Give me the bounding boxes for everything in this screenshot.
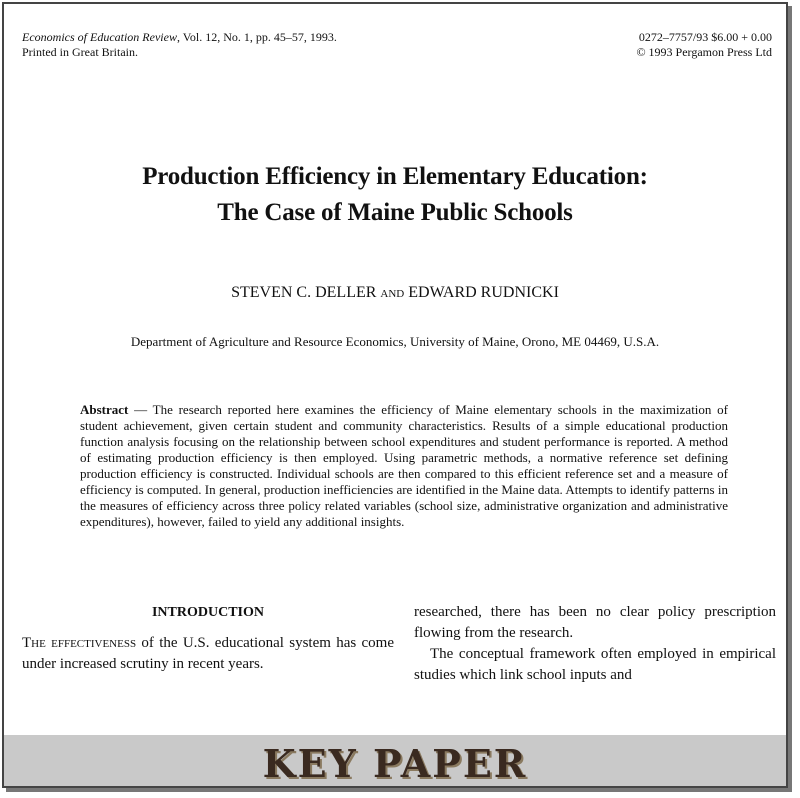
title-line-1: Production Efficiency in Elementary Education: <box>142 163 648 190</box>
authors <box>4 284 786 302</box>
intro-lead: The effectiveness <box>22 635 137 651</box>
intro-text: of the U.S. educational system has come under increased scrutiny in recent years. <box>22 635 395 672</box>
banner-text: KEY PAPER <box>262 741 528 786</box>
affiliation: Department of Agriculture and Resource Economics, University of Maine, Orono, ME 04469, U.S.A. <box>130 334 660 349</box>
journal-name: Economics of Education Review <box>22 30 177 44</box>
paper-title <box>4 159 786 231</box>
intro-paragraph <box>22 633 394 675</box>
author-names: STEVEN C. DELLER and EDWARD RUDNICKI <box>231 284 559 301</box>
abstract-label: Abstract <box>80 402 129 417</box>
printed-note: Printed in Great Britain. <box>22 45 138 59</box>
title-line-2: The Case of Maine Public Schools <box>217 199 573 226</box>
section-heading: INTRODUCTION <box>151 605 264 620</box>
issn: 0272–7757/93 $6.00 + 0.00 <box>638 30 772 44</box>
copyright: © 1993 Pergamon Press Ltd <box>636 45 772 59</box>
right-column <box>414 602 776 686</box>
journal-citation: , Vol. 12, No. 1, pp. 45–57, 1993. <box>176 30 337 44</box>
journal-header <box>22 30 337 60</box>
right-paragraph-1: researched, there has been no clear policy prescription flowing from the research. <box>414 604 776 641</box>
paper-page <box>2 2 788 788</box>
abstract <box>80 402 728 530</box>
abstract-text: — The research reported here examines the efficiency of Maine elementary schools in the maximization of student achievement, given certain student and community characteristics. Results of a simple educational production function analysis focusing on the relationship between school expenditures and student performance is reported. A method of estimating production efficiency is then employed. Using parametric methods, a normative reference set defining production efficiency is constructed. Individual schools are then compared to this efficient reference set and a measure of efficiency is computed. In general, production inefficiencies are identified in the Maine data. Attempts to identify patterns in the measures of efficiency across three policy related variables (school size, administrative organization and administrative expenditures), however, failed to yield any additional insights. <box>80 402 728 529</box>
copyright-header <box>636 30 772 60</box>
key-paper-banner <box>4 735 786 787</box>
right-paragraph-2: The conceptual framework often employed in empirical studies which link school inputs and <box>414 646 776 683</box>
left-column <box>22 602 394 675</box>
